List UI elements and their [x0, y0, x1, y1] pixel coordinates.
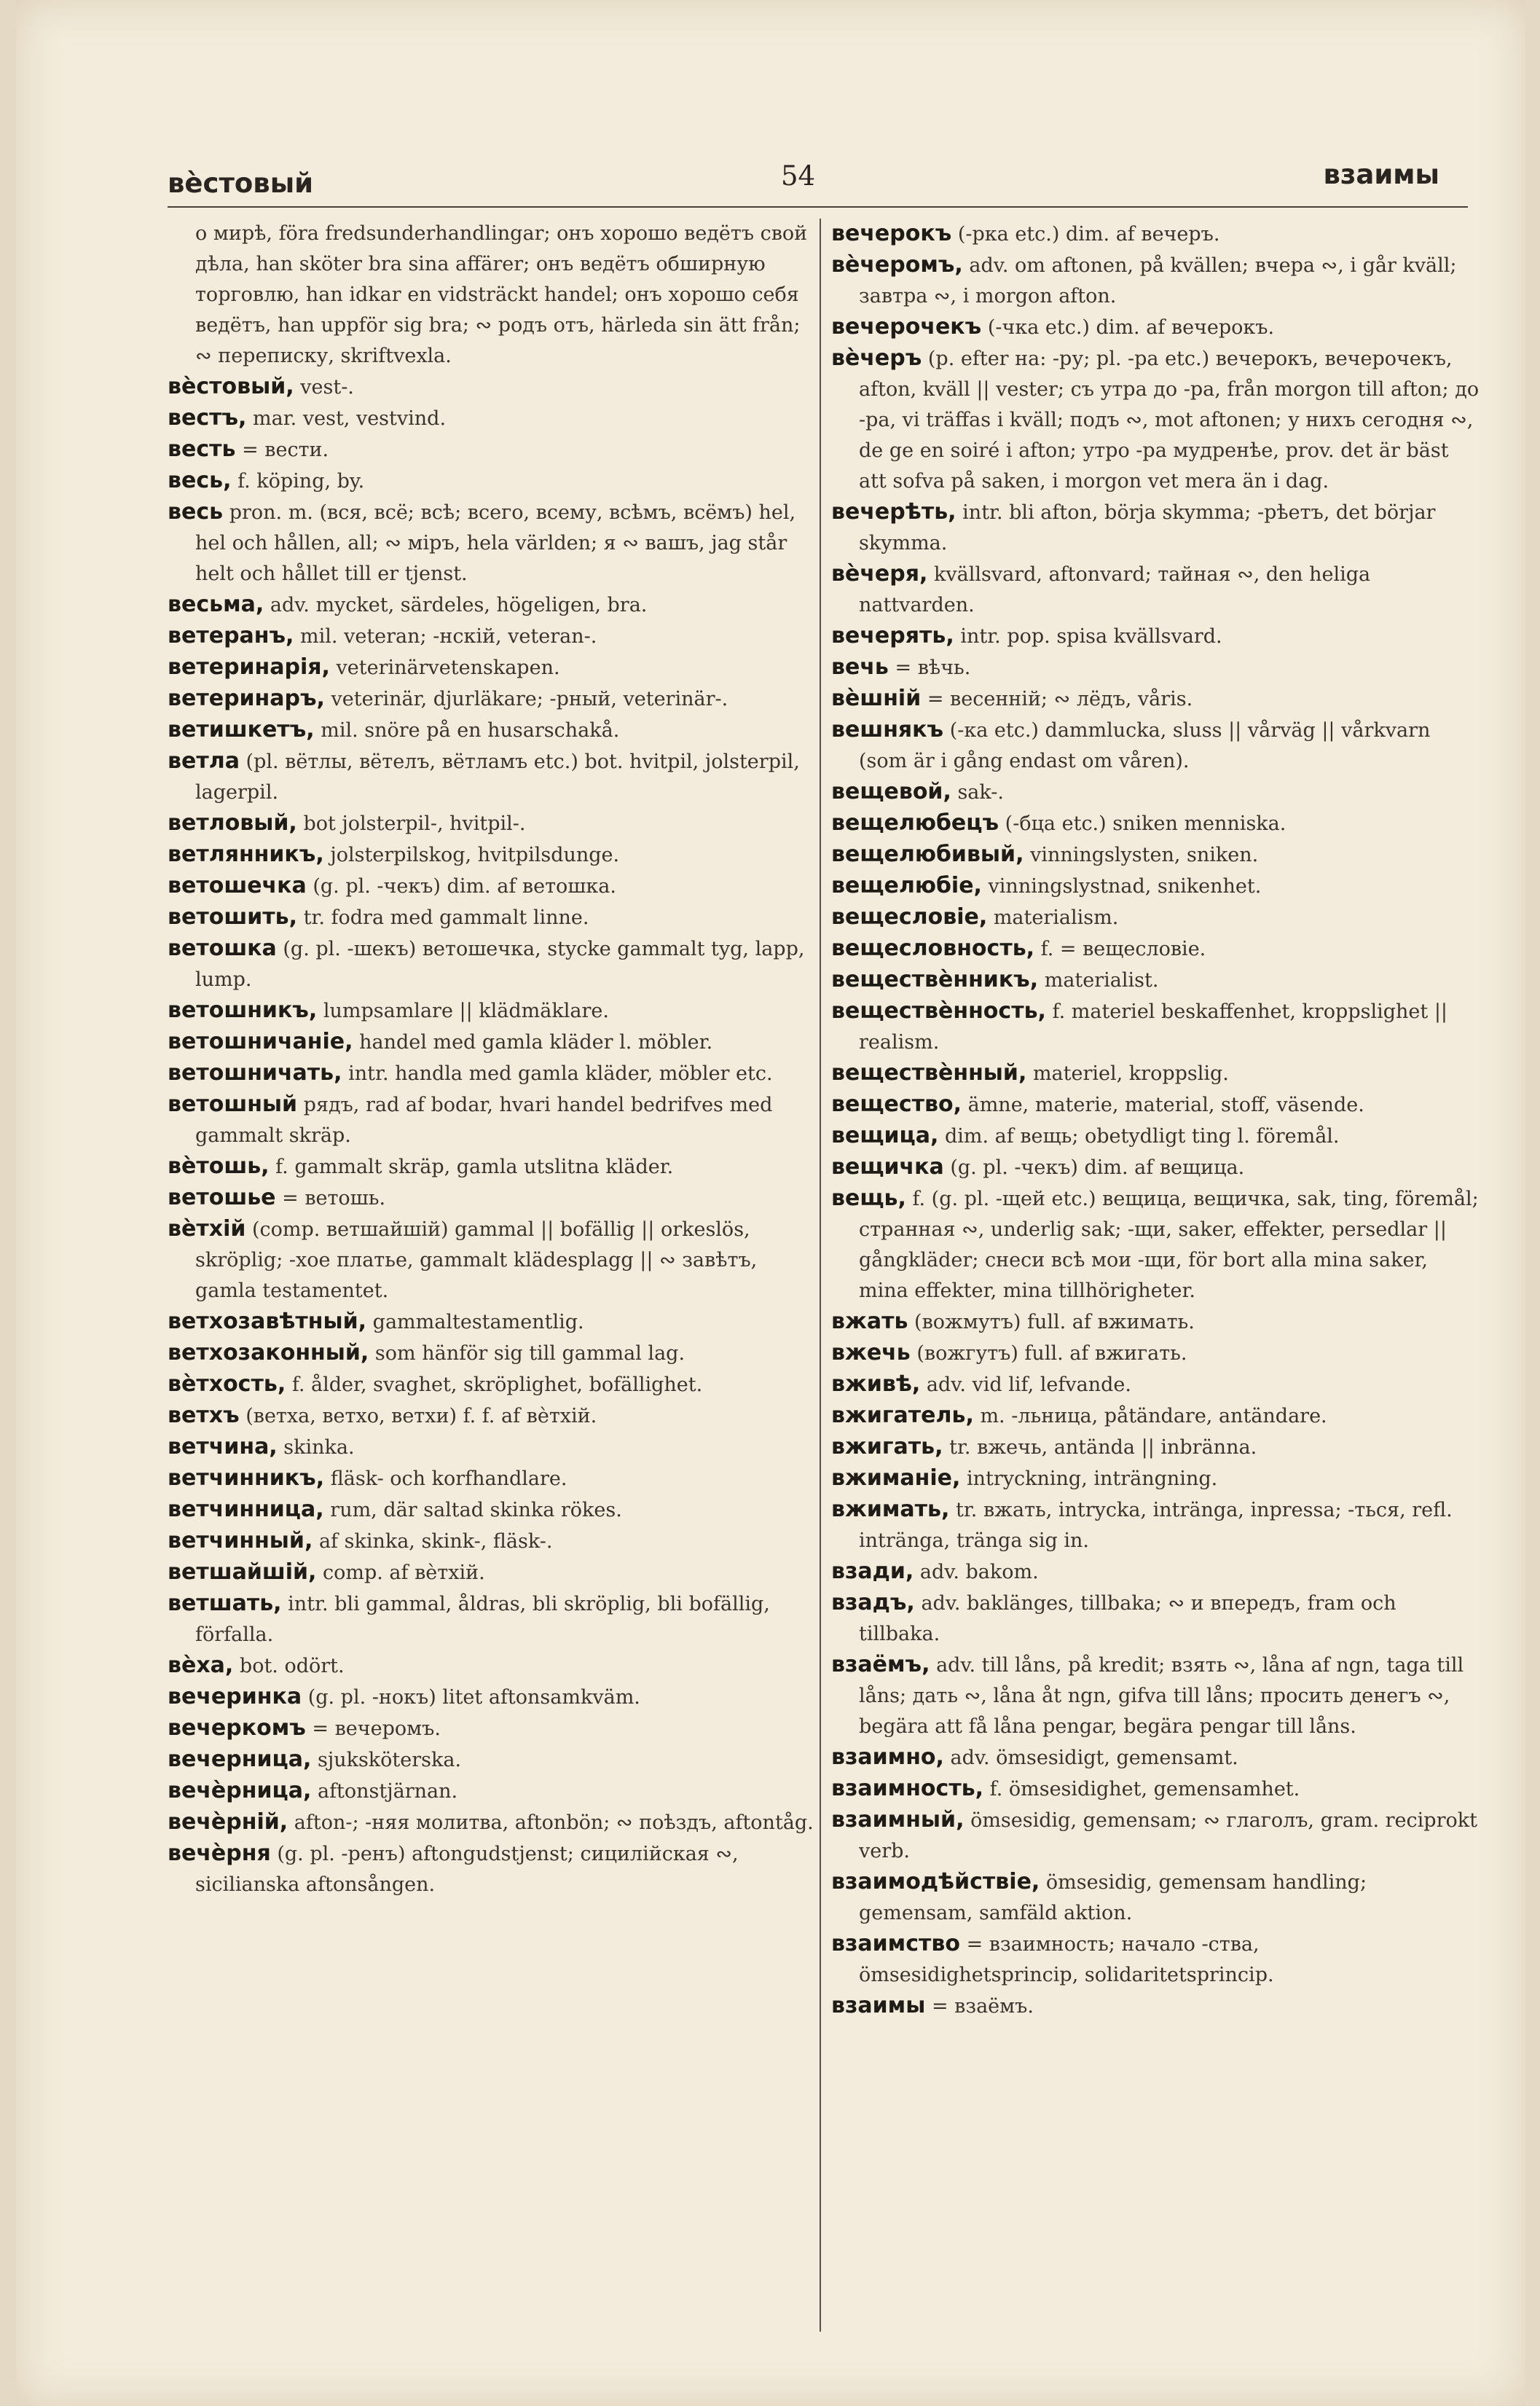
dictionary-entry [168, 1089, 820, 1151]
headword: вжиманіе, [831, 1465, 961, 1491]
headword: взаимный, [831, 1807, 965, 1833]
headword: вестъ, [168, 405, 247, 431]
headword: весть [168, 436, 236, 462]
entry-definition: intr. bli gammal, åldras, bli skröplig, bli bofällig, förfalla. [195, 1593, 770, 1646]
dictionary-entry [168, 372, 820, 403]
headword: весьма, [168, 592, 264, 617]
entry-definition: vinningslysten, sniken. [1030, 844, 1259, 866]
running-head-right: взаимы [1323, 159, 1439, 190]
dictionary-entry [168, 1650, 820, 1682]
headword: вечерять, [831, 623, 954, 648]
headword: ветеринарія, [168, 654, 330, 680]
dictionary-entry [831, 965, 1480, 996]
entry-definition: sjuksköterska. [317, 1749, 462, 1771]
entry-definition: f. köping, by. [237, 470, 365, 493]
headword: вечерница, [168, 1747, 312, 1772]
dictionary-entry [831, 1650, 1480, 1742]
headword: вжечь [831, 1340, 911, 1365]
headword: весь, [168, 468, 232, 493]
entry-definition: (g. pl. -ренъ) aftongudstjenst; сицилійская ∾, sicilianska aftonsången. [195, 1843, 739, 1896]
entry-definition: af skinka, skink-, fläsk-. [318, 1530, 553, 1553]
page-header [16, 153, 1525, 204]
entry-definition: pron. m. (вся, всё; всѣ; всего, всему, всѣмъ, всёмъ) hel, hel och hållen, all; ∾ міръ, hela världen; я ∾ вашъ, jag står helt och hållet till er tjenst. [195, 501, 796, 585]
entry-definition: f. materiel beskaffenhet, kroppslighet || realism. [859, 1000, 1448, 1054]
headword: ветла [168, 748, 240, 774]
entry-definition: f. gammalt skräp, gamla utslitna kläder. [275, 1156, 674, 1178]
right-column [820, 219, 1480, 2332]
headword: весь [168, 499, 224, 525]
entry-definition: f. ömsesidighet, gemensamhet. [989, 1778, 1300, 1800]
dictionary-entry [831, 1463, 1480, 1494]
entry-definition: (g. pl. -шекъ) ветошечка, stycke gammalt tyg, lapp, lump. [195, 938, 805, 991]
dictionary-entry [168, 434, 820, 466]
headword: ветхъ [168, 1403, 240, 1428]
headword: ветошникъ, [168, 998, 318, 1023]
entry-definition: gammaltestamentlig. [372, 1311, 584, 1333]
entry-definition: adv. mycket, särdeles, högeligen, bra. [270, 594, 648, 616]
headword: ветошничаніе, [168, 1029, 353, 1054]
dictionary-entry [831, 1805, 1480, 1867]
dictionary-entry [168, 1494, 820, 1526]
dictionary-entry [831, 1058, 1480, 1089]
dictionary-entry [168, 1526, 820, 1557]
dictionary-entry [831, 808, 1480, 839]
dictionary-entry [168, 871, 820, 902]
headword: ветошничать, [168, 1060, 342, 1086]
headword: ветшайшій, [168, 1559, 317, 1585]
dictionary-entry [168, 1027, 820, 1058]
dictionary-entry [168, 995, 820, 1027]
dictionary-entry [831, 1338, 1480, 1369]
headword: вжать [831, 1309, 908, 1334]
entry-definition: = ветошь. [282, 1187, 386, 1210]
entry-definition: о мирѣ, föra fredsunderhandlingar; онъ хорошо ведётъ свой дѣла, han sköter bra sina affärer; онъ ведётъ обширную торговлю, han idkar en vidsträckt handel; онъ хорошо себя ведётъ, han uppför sig bra; ∾ родъ отъ, härleda sin ätt från; ∾ переписку, skriftvexla. [195, 222, 808, 367]
headword: вещелюбіе, [831, 873, 982, 898]
entry-definition: adv. om aftonen, på kvällen; вчера ∾, i går kväll; завтра ∾, i morgon afton. [859, 254, 1457, 307]
dictionary-entry [831, 933, 1480, 965]
headword: ветхозавѣтный, [168, 1309, 367, 1334]
entry-definition: fläsk- och korfhandlare. [330, 1467, 567, 1490]
dictionary-entry [831, 1152, 1480, 1183]
entry-definition: tr. fodra med gammalt linne. [303, 906, 589, 929]
dictionary-entry [168, 497, 820, 589]
dictionary-entry [831, 343, 1480, 497]
dictionary-entry [168, 1838, 820, 1900]
entry-definition: adv. ömsesidigt, gemensamt. [950, 1747, 1238, 1769]
headword: взаимно, [831, 1744, 944, 1770]
headword: ветеранъ, [168, 623, 294, 648]
entry-definition: ämne, materie, material, stoff, väsende. [967, 1094, 1364, 1116]
headword: вешнякъ [831, 717, 944, 742]
dictionary-entry [831, 839, 1480, 871]
entry-definition: = вечеромъ. [312, 1717, 441, 1740]
headword: вещелюбецъ [831, 810, 999, 836]
dictionary-entry [168, 1713, 820, 1744]
headword: вѐха, [168, 1653, 234, 1678]
entry-definition: materiel, kroppslig. [1032, 1062, 1229, 1085]
entry-definition: (pl. вётлы, вётелъ, вётламъ etc.) bot. hvitpil, jolsterpil, lagerpil. [195, 751, 800, 804]
entry-definition: comp. af вѐтхій. [323, 1561, 485, 1584]
dictionary-entry [831, 1121, 1480, 1152]
dictionary-entry [168, 715, 820, 746]
dictionary-entry [831, 683, 1480, 715]
dictionary-entry [831, 1556, 1480, 1588]
entry-definition: f. ålder, svaghet, skröplighet, bofällighet. [291, 1374, 703, 1396]
entry-definition: tr. вжечь, antända || inbränna. [949, 1436, 1257, 1459]
entry-definition: intr. handla med gamla kläder, möbler etc. [348, 1062, 773, 1085]
entry-definition: m. -льница, påtändare, antändare. [980, 1405, 1327, 1427]
headword: вѐчеромъ, [831, 252, 963, 278]
entry-definition: vest-. [300, 376, 354, 399]
entry-definition: = взаёмъ. [931, 1995, 1034, 2018]
headword: ветошечка [168, 873, 307, 898]
dictionary-entry [168, 589, 820, 621]
entry-definition: veterinär, djurläkare; -рный, veterinär-. [331, 688, 728, 710]
dictionary-entry [831, 1432, 1480, 1463]
headword: вѐчеря, [831, 561, 928, 587]
entry-definition: = весенній; ∾ лёдъ, våris. [927, 688, 1193, 710]
headword: вечерокъ [831, 221, 952, 246]
headword: взаёмъ, [831, 1652, 930, 1677]
entry-definition: (g. pl. -чекъ) dim. af ветошка. [313, 875, 616, 898]
dictionary-entry [168, 219, 820, 372]
headword: вживѣ, [831, 1371, 921, 1397]
dictionary-entry [831, 497, 1480, 559]
headword: ветошье [168, 1185, 276, 1210]
dictionary-entry [168, 1432, 820, 1463]
headword: вжимать, [831, 1497, 950, 1522]
headword: вечеркомъ [168, 1715, 306, 1741]
entry-definition: adv. vid lif, lefvande. [926, 1374, 1131, 1396]
entry-definition: bot jolsterpil-, hvitpil-. [303, 812, 526, 835]
dictionary-entry [831, 652, 1480, 683]
entry-definition: materialism. [993, 906, 1119, 929]
entry-definition: (-бца etc.) sniken menniska. [1005, 812, 1286, 835]
entry-definition: (ветха, ветхо, ветхи) f. f. af вѐтхій. [245, 1405, 597, 1427]
dictionary-entry [831, 1991, 1480, 2022]
headword: взаимность, [831, 1776, 984, 1801]
dictionary-entry [831, 219, 1480, 250]
dictionary-entry [168, 902, 820, 933]
dictionary-entry [168, 1776, 820, 1807]
headword: взади, [831, 1559, 914, 1584]
dictionary-entry [831, 1183, 1480, 1306]
dictionary-entry [168, 652, 820, 683]
entry-definition: sak-. [957, 781, 1004, 804]
headword: взаимы [831, 1993, 926, 2018]
headword: вѐчеръ [831, 345, 922, 371]
headword: вѐтхій [168, 1216, 246, 1242]
entry-definition: (вожмутъ) full. af вжимать. [914, 1311, 1195, 1333]
dictionary-entry [168, 1807, 820, 1838]
entry-definition: afton-; -няя молитва, aftonbön; ∾ поѣздъ, aftontåg. [294, 1811, 814, 1834]
entry-definition: materialist. [1044, 969, 1159, 992]
headword: вещесловность, [831, 936, 1035, 961]
dictionary-entry [168, 746, 820, 808]
entry-definition: adv. till låns, på kredit; взять ∾, låna af ngn, taga till låns; дать ∾, låna åt ngn, gifva till låns; просить денегъ ∾, begära att få låna pengar, begära pengar till låns. [859, 1654, 1464, 1738]
entry-definition: adv. baklänges, tillbaka; ∾ и впередъ, fram och tillbaka. [859, 1592, 1396, 1645]
dictionary-entry [831, 1742, 1480, 1774]
headword: ветошить, [168, 904, 297, 930]
headword: вѐшній [831, 686, 922, 711]
dictionary-entry [168, 1400, 820, 1432]
dictionary-entry [831, 902, 1480, 933]
dictionary-entry [831, 1369, 1480, 1400]
headword: ветчинникъ, [168, 1465, 325, 1491]
entry-definition: = вѣчь. [895, 657, 971, 679]
headword: ветловый, [168, 810, 297, 836]
header-rule [168, 206, 1468, 208]
entry-definition: (-ка etc.) dammlucka, sluss || vårväg || vårkvarn (som är i gång endast om våren). [859, 719, 1431, 772]
running-head-left: вѐстовый [168, 168, 314, 199]
dictionary-entry [831, 1929, 1480, 1991]
entry-definition: bot. odört. [239, 1655, 345, 1677]
dictionary-entry [831, 1400, 1480, 1432]
entry-definition: = взаимность; начало -ства, ömsesidighetsprincip, solidaritetsprincip. [859, 1933, 1274, 1986]
entry-definition: tr. вжать, intrycka, inträngа, inpressa; -ться, refl. inträngа, tränga sig in. [859, 1499, 1453, 1552]
dictionary-entry [168, 933, 820, 995]
entry-definition: aftonstjärnan. [317, 1780, 458, 1803]
entry-definition: ömsesidig, gemensam; ∾ глаголъ, gram. reciprokt verb. [859, 1809, 1477, 1862]
dictionary-entry [168, 1369, 820, 1400]
headword: ветошный [168, 1092, 298, 1117]
dictionary-entry [168, 1214, 820, 1306]
entry-definition: jolsterpilskog, hvitpilsdunge. [330, 844, 620, 866]
headword: вечѐрница, [168, 1778, 312, 1803]
dictionary-entry [831, 312, 1480, 343]
headword: ветошка [168, 936, 277, 961]
dictionary-entry [168, 1058, 820, 1089]
entry-definition: intr. bli afton, börja skymma; -рѣетъ, det börjar skymma. [859, 501, 1436, 555]
entry-definition: adv. bakom. [919, 1561, 1039, 1583]
headword: ветчинный, [168, 1528, 313, 1553]
entry-definition: som hänför sig till gammal lag. [374, 1342, 685, 1365]
entry-definition: (comp. ветшайшій) gammal || bofällig || orkeslös, skröplig; -хое платье, gammalt klädesplagg || ∾ завѣтъ, gamla testamentet. [195, 1218, 758, 1302]
entry-definition: skinka. [283, 1436, 355, 1459]
headword: вечѐрня [168, 1841, 271, 1866]
dictionary-entry [168, 1151, 820, 1183]
entry-definition: vinningslystnad, snikenhet. [988, 875, 1262, 898]
headword: веществѐнность, [831, 998, 1046, 1024]
headword: вещичка [831, 1154, 944, 1180]
dictionary-entry [168, 1183, 820, 1214]
headword: вжигать, [831, 1434, 943, 1459]
page-number: 54 [781, 160, 816, 192]
headword: вещевой, [831, 779, 951, 804]
dictionary-entry [831, 715, 1480, 777]
entry-definition: f. = вещесловіе. [1040, 938, 1206, 960]
headword: вжигатель, [831, 1403, 974, 1428]
headword: вещица, [831, 1123, 939, 1148]
dictionary-entry [168, 466, 820, 497]
dictionary-entry [168, 1463, 820, 1494]
dictionary-entry [831, 559, 1480, 621]
entry-definition: mar. vest, vestvind. [253, 407, 447, 430]
headword: вечерѣть, [831, 499, 956, 525]
headword: ветчина, [168, 1434, 278, 1459]
entry-definition: ömsesidig, gemensam handling; gemensam, samfäld aktion. [859, 1871, 1367, 1924]
entry-definition: (g. pl. -нокъ) litet aftonsamkväm. [307, 1686, 640, 1709]
dictionary-entry [831, 250, 1480, 312]
headword: взаимодѣйствіе, [831, 1869, 1040, 1894]
entry-definition: dim. af вещь; obetydligt ting l. föremål. [945, 1125, 1340, 1148]
dictionary-entry [168, 683, 820, 715]
dictionary-entry [831, 1867, 1480, 1929]
headword: взаимство [831, 1931, 960, 1956]
entry-definition: intr. pop. spisa kvällsvard. [960, 625, 1222, 648]
headword: веществѐнникъ, [831, 967, 1039, 992]
headword: вечерочекъ [831, 314, 982, 340]
dictionary-entry [831, 1774, 1480, 1805]
headword: взадъ, [831, 1590, 915, 1615]
entry-definition: (p. efter на: -ру; pl. -ра etc.) вечерокъ, вечерочекъ, afton, kväll || vester; съ утра до -ра, från morgon till afton; до -ра, vi träffas i kväll; подъ ∾, mot aftonen; у нихъ сегодня ∾, de ge en soiré i afton; утро -ра мудренѣе, prov. det är bäst att sofva på saken, i morgon vet mera än i dag. [859, 348, 1480, 493]
dictionary-entry [831, 1588, 1480, 1650]
entry-definition: rum, där saltad skinka rökes. [330, 1499, 622, 1521]
dictionary-entry [168, 1744, 820, 1776]
dictionary-page [16, 0, 1525, 2406]
entry-definition: lumpsamlare || klädmäklare. [323, 1000, 609, 1022]
entry-definition: mil. veteran; -нскій, veteran-. [300, 625, 597, 648]
headword: вещелюбивый, [831, 842, 1024, 867]
headword: ветеринаръ, [168, 686, 325, 711]
headword: вещесловіе, [831, 904, 988, 930]
entry-definition: intryckning, inträngning. [966, 1467, 1218, 1490]
entry-definition: kvällsvard, aftonvard; тайная ∾, den heliga nattvarden. [859, 563, 1371, 616]
dictionary-entry [831, 871, 1480, 902]
dictionary-entry [831, 1306, 1480, 1338]
entry-definition: (g. pl. -чекъ) dim. af вещица. [950, 1156, 1245, 1179]
headword: вечеринка [168, 1684, 302, 1709]
dictionary-entry [168, 839, 820, 871]
entry-definition: handel med gamla kläder l. möbler. [359, 1031, 713, 1054]
entry-definition: veterinärvetenskapen. [336, 657, 560, 679]
entry-definition: (вожгутъ) full. af вжигать. [916, 1342, 1187, 1365]
dictionary-entry [831, 996, 1480, 1058]
headword: ветлянникъ, [168, 842, 324, 867]
headword: ветишкетъ, [168, 717, 315, 742]
dictionary-entry [168, 1306, 820, 1338]
dictionary-entry [831, 1089, 1480, 1121]
dictionary-entry [168, 1338, 820, 1369]
dictionary-entry [168, 1682, 820, 1713]
dictionary-entry [168, 1588, 820, 1650]
headword: вечь [831, 654, 889, 680]
dictionary-entry [168, 621, 820, 652]
headword: ветшать, [168, 1591, 282, 1616]
headword: вещь, [831, 1186, 906, 1211]
dictionary-entry [831, 1494, 1480, 1556]
headword: вещество, [831, 1092, 962, 1117]
entry-definition: (-чка etc.) dim. af вечерокъ. [987, 316, 1275, 339]
dictionary-entry [168, 1557, 820, 1588]
dictionary-entry [831, 777, 1480, 808]
entry-definition: mil. snöre på en husarschakå. [321, 719, 620, 742]
entry-definition: (-рка etc.) dim. af вечеръ. [957, 223, 1220, 246]
dictionary-entry [831, 621, 1480, 652]
headword: вѐтхость, [168, 1371, 286, 1397]
headword: вечѐрній, [168, 1809, 288, 1835]
headword: ветхозаконный, [168, 1340, 369, 1365]
entry-definition: = вести. [242, 439, 329, 461]
headword: ветчинница, [168, 1497, 324, 1522]
headword: вѐстовый, [168, 374, 294, 399]
entry-definition: рядъ, rad af bodar, hvari handel bedrifves med gammalt skräp. [195, 1094, 773, 1147]
dictionary-entry [168, 403, 820, 434]
headword: веществѐнный, [831, 1060, 1027, 1086]
left-column [168, 219, 820, 2332]
dictionary-entry [168, 808, 820, 839]
entry-definition: f. (g. pl. -щей etc.) вещица, вещичка, sak, ting, föremål; странная ∾, underlig sak; -щи, saker, effekter, persedlar || gångkläder; снеси всѣ мои -щи, för bort alla mina saker, mina effekter, mina tillhörigheter. [859, 1188, 1479, 1302]
headword: вѐтошь, [168, 1153, 270, 1179]
